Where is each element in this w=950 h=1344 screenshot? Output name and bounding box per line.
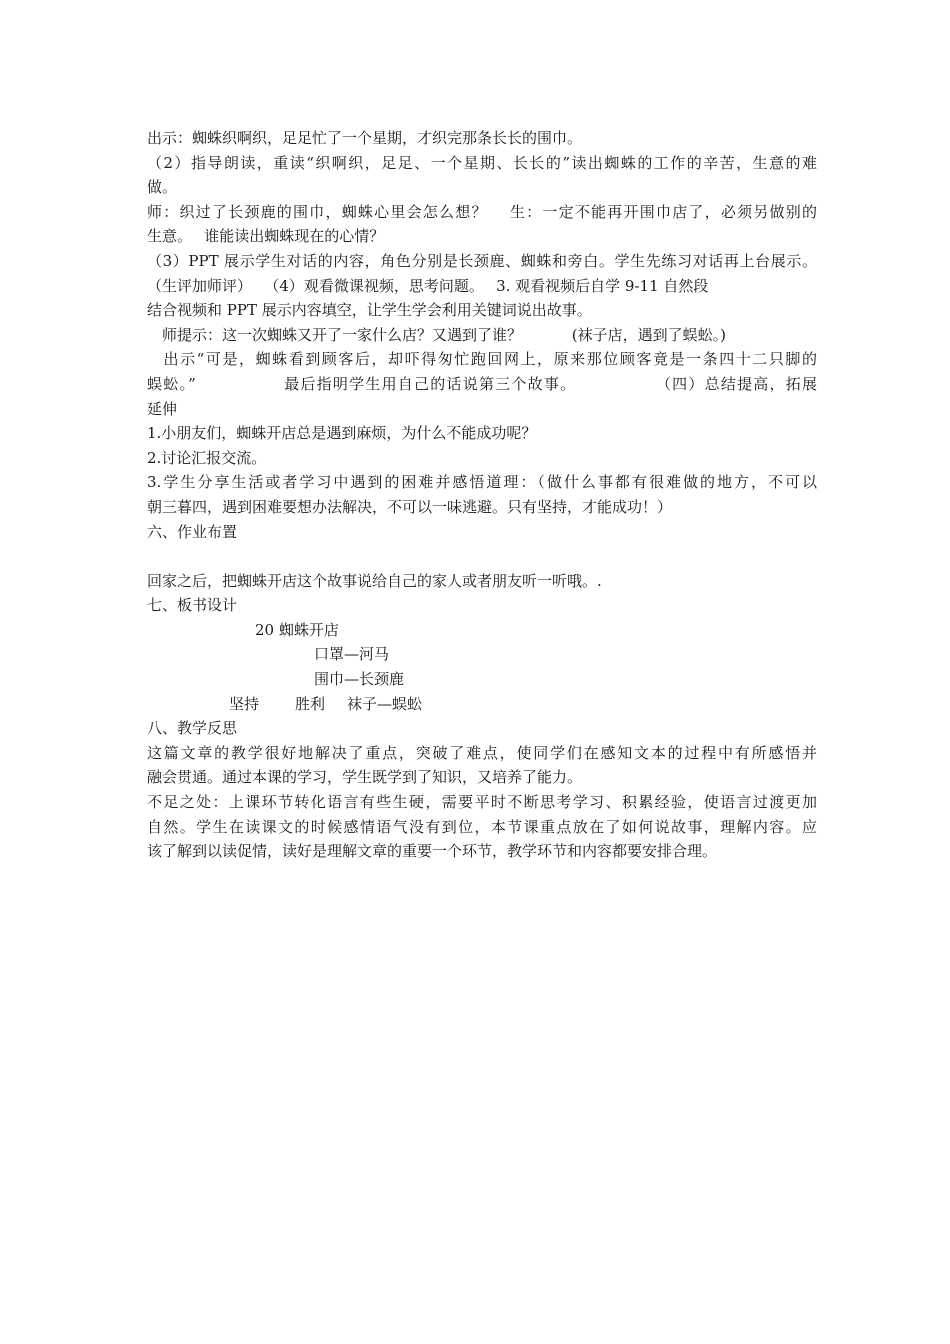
text-line: 师：织过了长颈鹿的围巾，蜘蛛心里会怎么想？ 生：一定不能再开围巾店了，必须另做别的 — [147, 202, 817, 221]
text-line: （生评加师评） （4）观看微课视频，思考问题。 3. 观看视频后自学 9-11 自然段 — [147, 276, 709, 295]
text-line: 做。 — [147, 178, 178, 197]
board-row — [147, 642, 817, 667]
text-line: 出示：蜘蛛织啊织，足足忙了一个星期，才织完那条长长的围巾。 — [147, 129, 583, 147]
text-line: 融会贯通。通过本课的学习，学生既学到了知识，又培养了能力。 — [147, 768, 583, 787]
text-line: 回家之后，把蜘蛛开店这个故事说给自己的家人或者朋友听一听哦。. — [147, 571, 602, 590]
text-line: 这篇文章的教学很好地解决了重点，突破了难点，使同学们在感知文本的过程中有所感悟并 — [147, 743, 817, 762]
text-line: 不足之处：上课环节转化语言有些生硬，需要平时不断思考学习、积累经验，使语言过渡更加 — [147, 793, 817, 812]
text-line: 3.学生分享生活或者学习中遇到的困难并感悟道理：（做什么事都有很难做的地方，不可以 — [147, 473, 817, 492]
section-heading: 六、作业布置 — [147, 522, 238, 541]
text-line: 延伸 — [147, 399, 178, 418]
section-heading: 八、教学反思 — [147, 719, 238, 738]
text-line: 结合视频和 PPT 展示内容填空，让学生学会利用关键词说出故事。 — [147, 301, 592, 320]
text-line: 自然。学生在读课文的时候感情语气没有到位，本节课重点放在了如何说故事，理解内容。应 — [147, 817, 817, 836]
board-title-row — [147, 618, 817, 643]
text-line: 蜈蚣。” 最后指明学生用自己的话说第三个故事。 （四）总结提高，拓展 — [147, 374, 817, 393]
text-line: 出示“可是，蜘蛛看到顾客后，却吓得匆忙跑回网上，原来那位顾客竟是一条四十二只脚的 — [147, 350, 817, 369]
board-item: 袜子—蜈蚣 — [347, 694, 423, 713]
text-line: 1.小朋友们，蜘蛛开店总是遇到麻烦，为什么不能成功呢？ — [147, 424, 537, 443]
text-line: 师提示：这一次蜘蛛又开了一家什么店？又遇到了谁？ (袜子店，遇到了蜈蚣。) — [147, 325, 726, 344]
board-keyword: 坚持 — [229, 694, 260, 713]
text-line: 生意。 谁能读出蜘蛛现在的心情？ — [147, 227, 385, 246]
board-row — [147, 692, 817, 717]
board-item: 围巾—长颈鹿 — [314, 670, 405, 689]
board-item: 口罩—河马 — [314, 645, 390, 664]
text-line: 朝三暮四，遇到困难要想办法解决，不可以一味逃避。只有坚持，才能成功！） — [147, 497, 673, 516]
text-line: 该了解到以读促情，读好是理解文章的重要一个环节，教学环节和内容都要安排合理。 — [147, 842, 718, 861]
blank-line — [147, 544, 817, 569]
text-line: 2.讨论汇报交流。 — [147, 448, 267, 467]
board-title: 20 蜘蛛开店 — [255, 620, 339, 639]
text-line: （3）PPT 展示学生对话的内容，角色分别是长颈鹿、蜘蛛和旁白。学生先练习对话再上台展示。 — [147, 251, 817, 270]
document-body — [147, 126, 817, 864]
section-heading: 七、板书设计 — [147, 596, 238, 615]
text-line: （2）指导朗读，重读“织啊织，足足、一个星期、长长的”读出蜘蛛的工作的辛苦，生意的难 — [147, 153, 817, 172]
board-row — [147, 667, 817, 692]
board-keyword: 胜利 — [295, 694, 326, 713]
